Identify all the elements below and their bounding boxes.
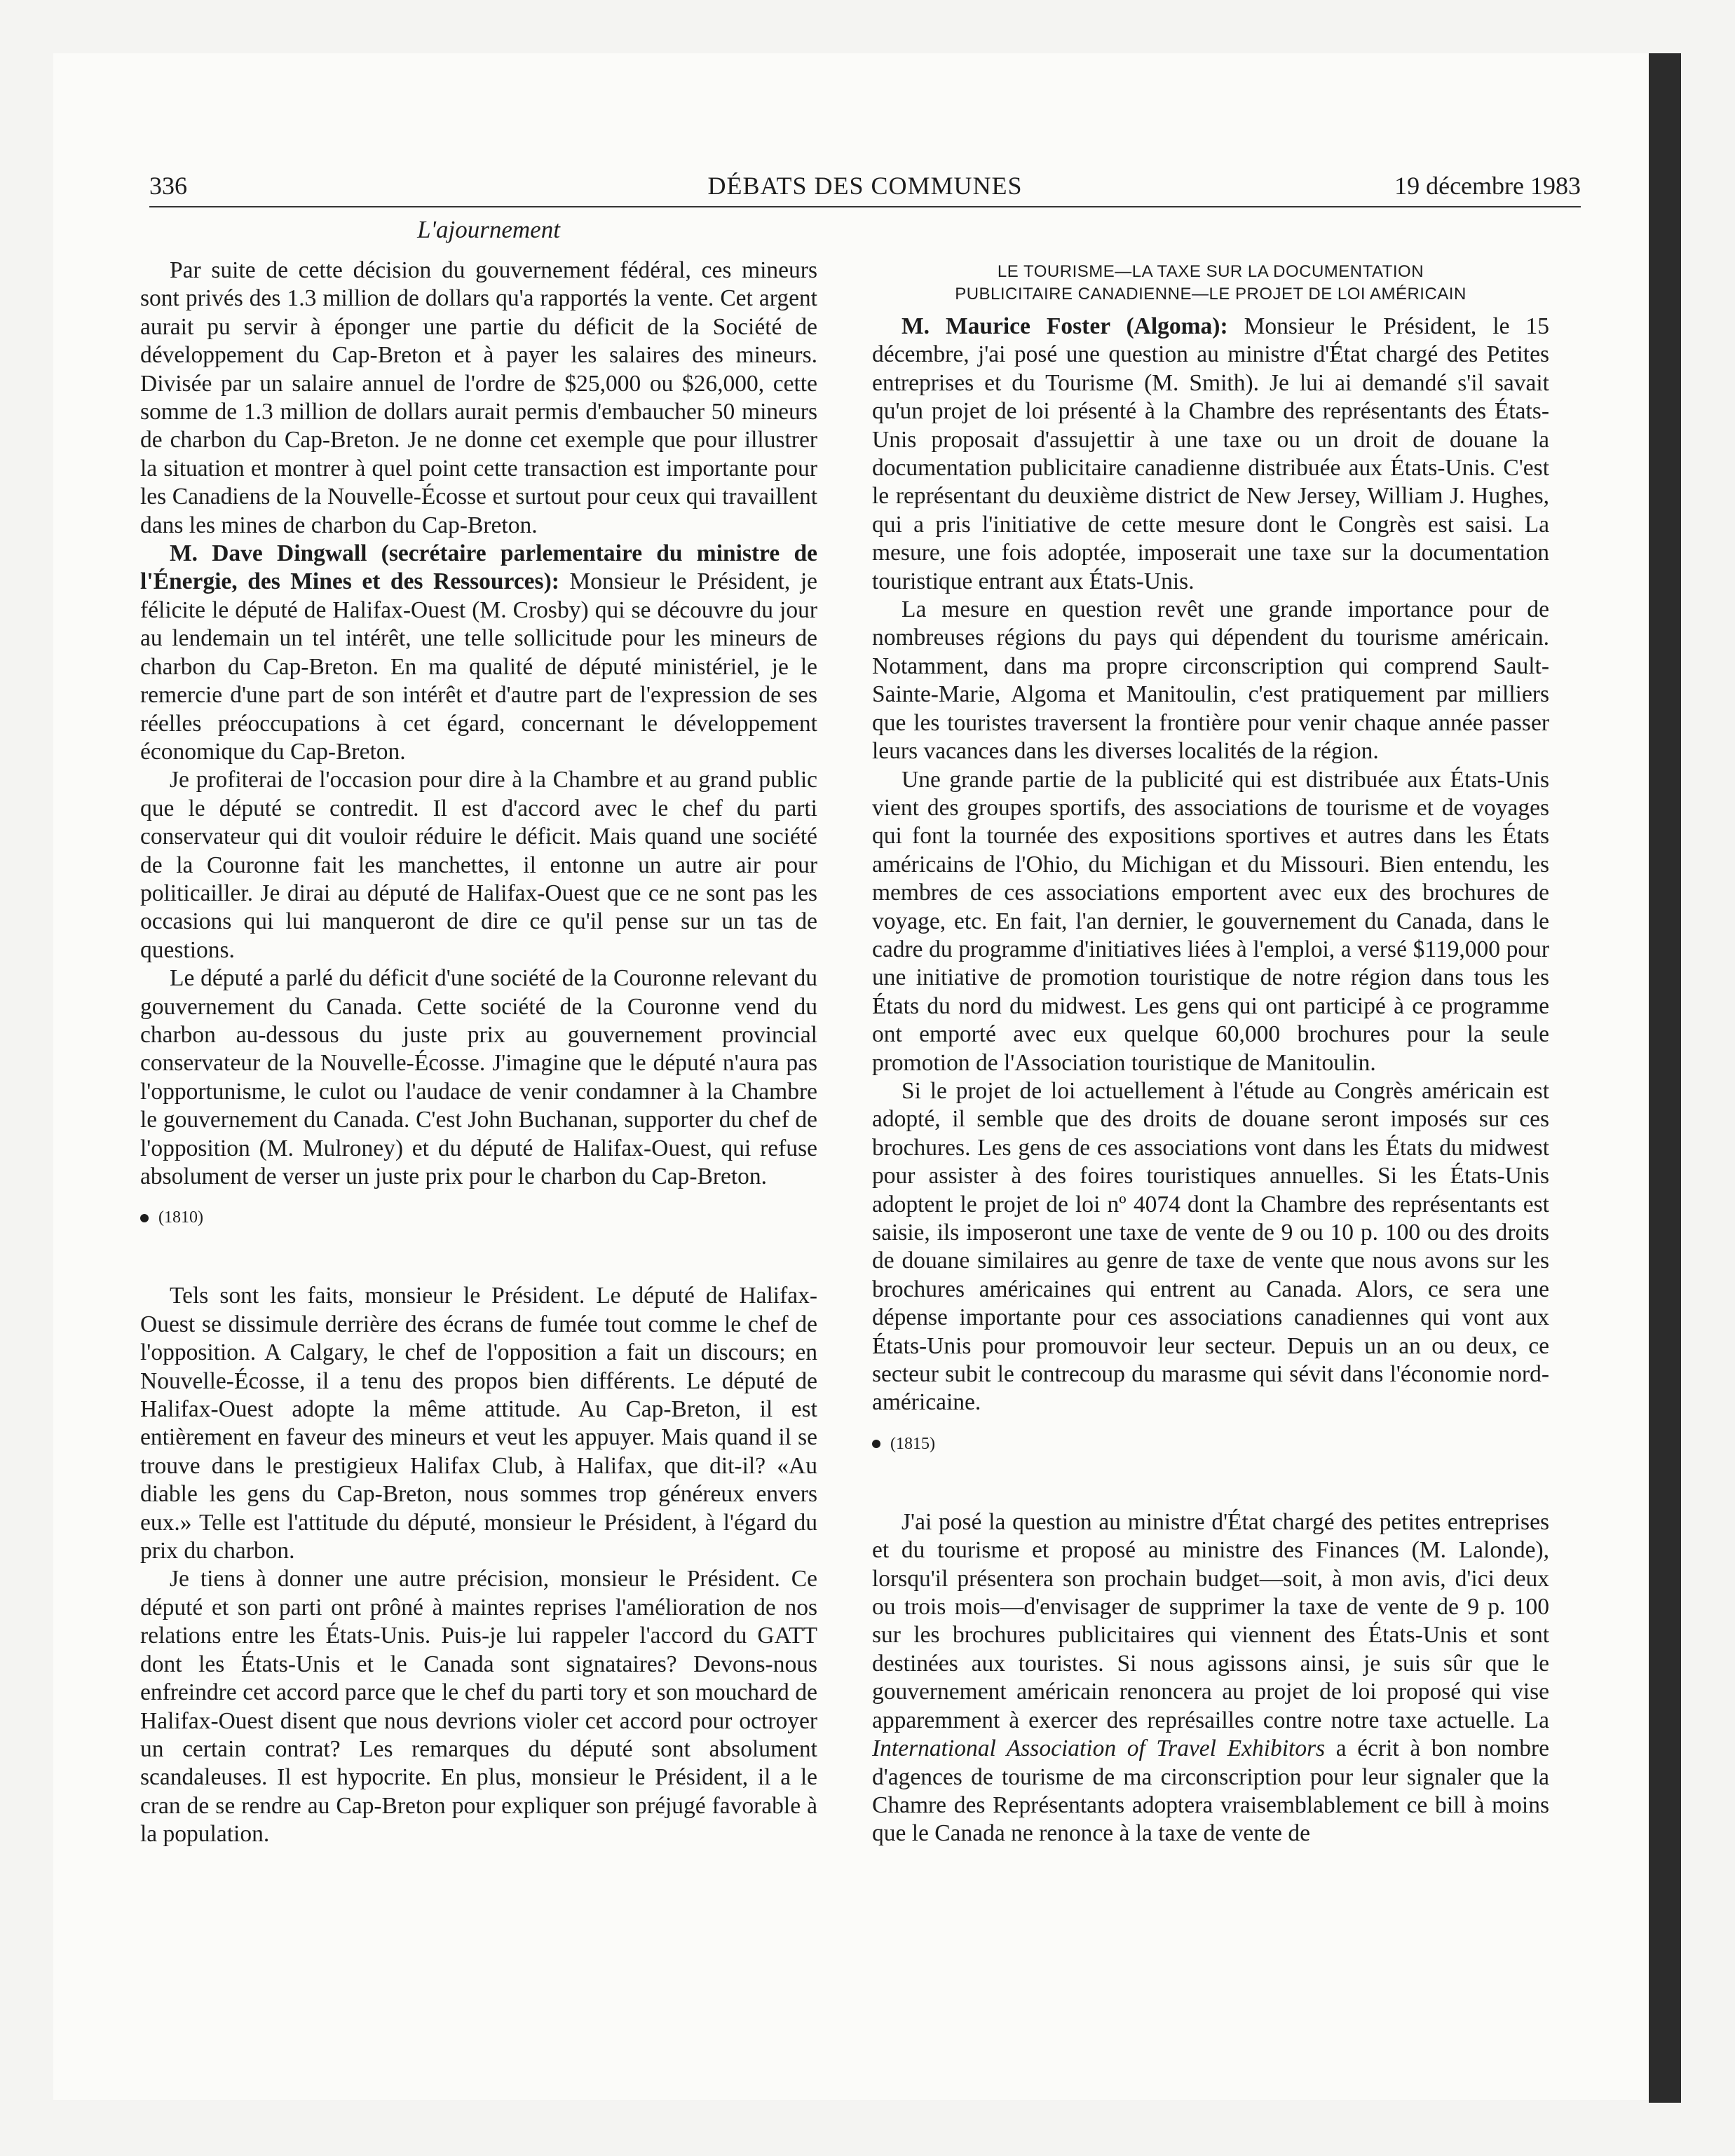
paragraph: Tels sont les faits, monsieur le Président. Le député de Halifax-Ouest se dissimule derrière des écrans de fumée tout comme le chef de l'opposition. A Calgary, le chef de l'opposition a fait un discours; en Nouvelle-Écosse, il a tenu des propos bien différents. Le député de Halifax-Ouest adopte la même attitude. Au Cap-Breton, il est entièrement en faveur des mineurs et veut les appuyer. Mais quand il se trouve dans le prestigieux Halifax Club, à Halifax, que dit-il? «Au diable les gens du Cap-Breton, nous sommes trop généreux envers eux.» Telle est l'attitude du député, monsieur le Président, à l'égard du prix du charbon. — [140, 1283, 817, 1564]
right-column — [872, 261, 1549, 1848]
speech-text: J'ai posé la question au ministre d'État chargé des petites entreprises et du tourisme et proposé au ministre des Finances (M. Lalonde), lorsqu'il présentera son prochain budget—soit, à mon avis, d'ici deux ou trois mois—d'envisager de supprimer la taxe de vente de 9 p. 100 sur les brochures publicitaires qui viennent des États-Unis et sont destinées aux touristes. Si nous agissons ainsi, je suis sûr que le gouvernement américain renoncera au projet de loi proposé qui vise apparemment à exercer des représailles contre notre taxe actuelle. La — [872, 1508, 1549, 1733]
paragraph: Une grande partie de la publicité qui est distribuée aux États-Unis vient des groupes sportifs, des associations de tourisme et de voyages qui font la tournée des expositions sportives et autres dans les États américains de l'Ohio, du Michigan et du Missouri. Bien entendu, les membres de ces associations emportent avec eux des brochures de voyage, etc. En fait, l'an dernier, le gouvernement du Canada, dans le cadre du programme d'initiatives liées à l'emploi, a versé $119,000 pour une initiative de promotion touristique de notre région dans tous les États du nord du midwest. Les gens qui ont participé à ce programme ont emporté avec eux quelque 60,000 brochures pour la seule promotion de l'Association touristique de Manitoulin. — [872, 766, 1549, 1076]
section-heading — [872, 261, 1549, 306]
paragraph: Par suite de cette décision du gouvernement fédéral, ces mineurs sont privés des 1.3 million de dollars qu'a rapportés la vente. Cet argent aurait pu servir à éponger une partie du déficit de la Société de développement du Cap-Breton et à payer les salaires des mineurs. Divisée par un salaire annuel de l'ordre de $25,000 ou $26,000, cette somme de 1.3 million de dollars aurait permis d'embaucher 50 mineurs de charbon du Cap-Breton. Je ne donne cet exemple que pour illustrer la situation et montrer à quel point cette transaction est importante pour les Canadiens de la Nouvelle-Écosse et surtout pour ceux qui travaillent dans les mines de charbon du Cap-Breton. — [140, 257, 817, 538]
speech-text: Monsieur le Président, le 15 décembre, j'ai posé une question au ministre d'État chargé des Petites entreprises et du Tourisme (M. Smith). Je lui ai demandé s'il savait qu'un projet de loi présenté à la Chambre des représentants des États-Unis proposait d'assujettir à une taxe ou un droit de douane la documentation publicitaire canadienne distribuée aux États-Unis. C'est le représentant du deuxième district de New Jersey, William J. Hughes, qui a pris l'initiative de cette mesure dont le Congrès est saisi. La mesure, une fois adoptée, imposerait une taxe sur la documentation touristique entrant aux États-Unis. — [872, 313, 1550, 594]
left-column — [140, 257, 817, 1849]
paragraph: La mesure en question revêt une grande importance pour de nombreuses régions du pays qui dépendent du tourisme américain. Notamment, dans ma propre circonscription qui comprend Sault-Sainte-Marie, Algoma et Manitoulin, c'est pratiquement par milliers que les touristes traversent la frontière pour venir chaque année passer leurs vacances dans les diverses localités de la région. — [872, 596, 1549, 765]
bullet-icon — [872, 1440, 880, 1448]
speech-text: a écrit à bon nombre d'agences de tourisme de ma circonscription pour leur signaler que la Chamre des Représentants adoptera vraisemblablement ce bill à moins que le Canada ne renonce à la taxe de vente de — [872, 1735, 1550, 1847]
running-head: L'ajournement — [417, 216, 560, 243]
publication-title: DÉBATS DES COMMUNES — [707, 172, 1023, 200]
speaker-name: M. Dave Dingwall (secrétaire parlementaire du ministre de l'Énergie, des Mines et des Ressources): — [140, 540, 817, 595]
speaker-name: M. Maurice Foster (Algoma): — [901, 313, 1228, 339]
paragraph — [140, 540, 817, 766]
paragraph: Le député a parlé du déficit d'une société de la Couronne relevant du gouvernement du Canada. Cette société de la Couronne vend du charbon au-dessous du juste prix au gouvernement provincial conservateur de la Nouvelle-Écosse. J'imagine que le député n'aura pas l'opportunisme, le culot ou l'audace de venir condamner à la Chambre le gouvernement du Canada. C'est John Buchanan, supporter du chef de l'opposition (M. Mulroney) et du député de Halifax-Ouest, qui refuse absolument de verser un juste prix pour le charbon du Cap-Breton. — [140, 965, 817, 1189]
section-heading-line: PUBLICITAIRE CANADIENNE—LE PROJET DE LOI AMÉRICAIN — [955, 285, 1467, 303]
paragraph — [872, 313, 1549, 596]
paragraph: Si le projet de loi actuellement à l'étude au Congrès américain est adopté, il semble que des droits de douane seront imposés sur ces brochures. Les gens de ces associations vont dans les États du midwest pour assister à des foires touristiques annuelles. Si les États-Unis adoptent le projet de loi nº 4074 dont la Chambre des représentants est saisie, ils imposeront une taxe de vente de 9 ou 10 p. 100 ou des droits de douane similaires au genre de taxe de vente que nous avons sur les brochures américaines qui entrent au Canada. Alors, ce sera une dépense importante pour ces associations canadiennes qui vont aux États-Unis pour promouvoir leur secteur. Depuis un an ou deux, ce secteur subit le contrecoup du marasme qui sévit dans l'économie nord-américaine. — [872, 1077, 1549, 1416]
header-rule — [149, 206, 1581, 207]
time-marker — [140, 1203, 817, 1231]
speech-text: Monsieur le Président, je félicite le député de Halifax-Ouest (M. Crosby) qui se découvre du jour au lendemain un tel intérêt, une telle sollicitude pour les mineurs de charbon du Cap-Breton. En ma qualité de député ministériel, je le remercie d'une part de son intérêt et d'autre part de l'expression de ses réelles préoccupations à cet égard, concernant le développement économique du Cap-Breton. — [140, 568, 818, 765]
page-number: 336 — [149, 172, 187, 200]
organization-name: International Association of Travel Exhibitors — [872, 1735, 1326, 1762]
time-label: (1815) — [890, 1434, 935, 1453]
paragraph: Je tiens à donner une autre précision, monsieur le Président. Ce député et son parti ont prôné à maintes reprises l'amélioration de nos relations entre les États-Unis. Puis-je lui rappeler l'accord du GATT dont les États-Unis et le Canada sont signataires? Devons-nous enfreindre cet accord parce que le chef du parti tory et son mouchard de Halifax-Ouest disent que nous devrions violer cet accord pour octroyer un certain contrat? Les remarques du député sont absolument scandaleuses. Il est hypocrite. En plus, monsieur le Président, il a le cran de se rendre au Cap-Breton pour expliquer son préjugé favorable à la population. — [140, 1566, 817, 1848]
bullet-icon — [140, 1214, 149, 1222]
time-marker — [872, 1430, 1549, 1458]
page-header — [149, 167, 1581, 205]
section-heading-line: LE TOURISME—LA TAXE SUR LA DOCUMENTATION — [997, 262, 1424, 281]
time-label: (1810) — [158, 1208, 203, 1227]
scan-edge-bar — [1649, 53, 1681, 2103]
paragraph — [872, 1508, 1549, 1848]
publication-date: 19 décembre 1983 — [1394, 172, 1581, 200]
paragraph: Je profiterai de l'occasion pour dire à la Chambre et au grand public que le député se contredit. Il est d'accord avec le chef du parti conservateur qui dit vouloir réduire le déficit. Mais quand une société de la Couronne fait les manchettes, il entonne un autre air pour politicailler. Je dirai au député de Halifax-Ouest que ce ne sont pas les occasions qui lui manqueront de dire ce qu'il pense sur un tas de questions. — [140, 767, 817, 963]
